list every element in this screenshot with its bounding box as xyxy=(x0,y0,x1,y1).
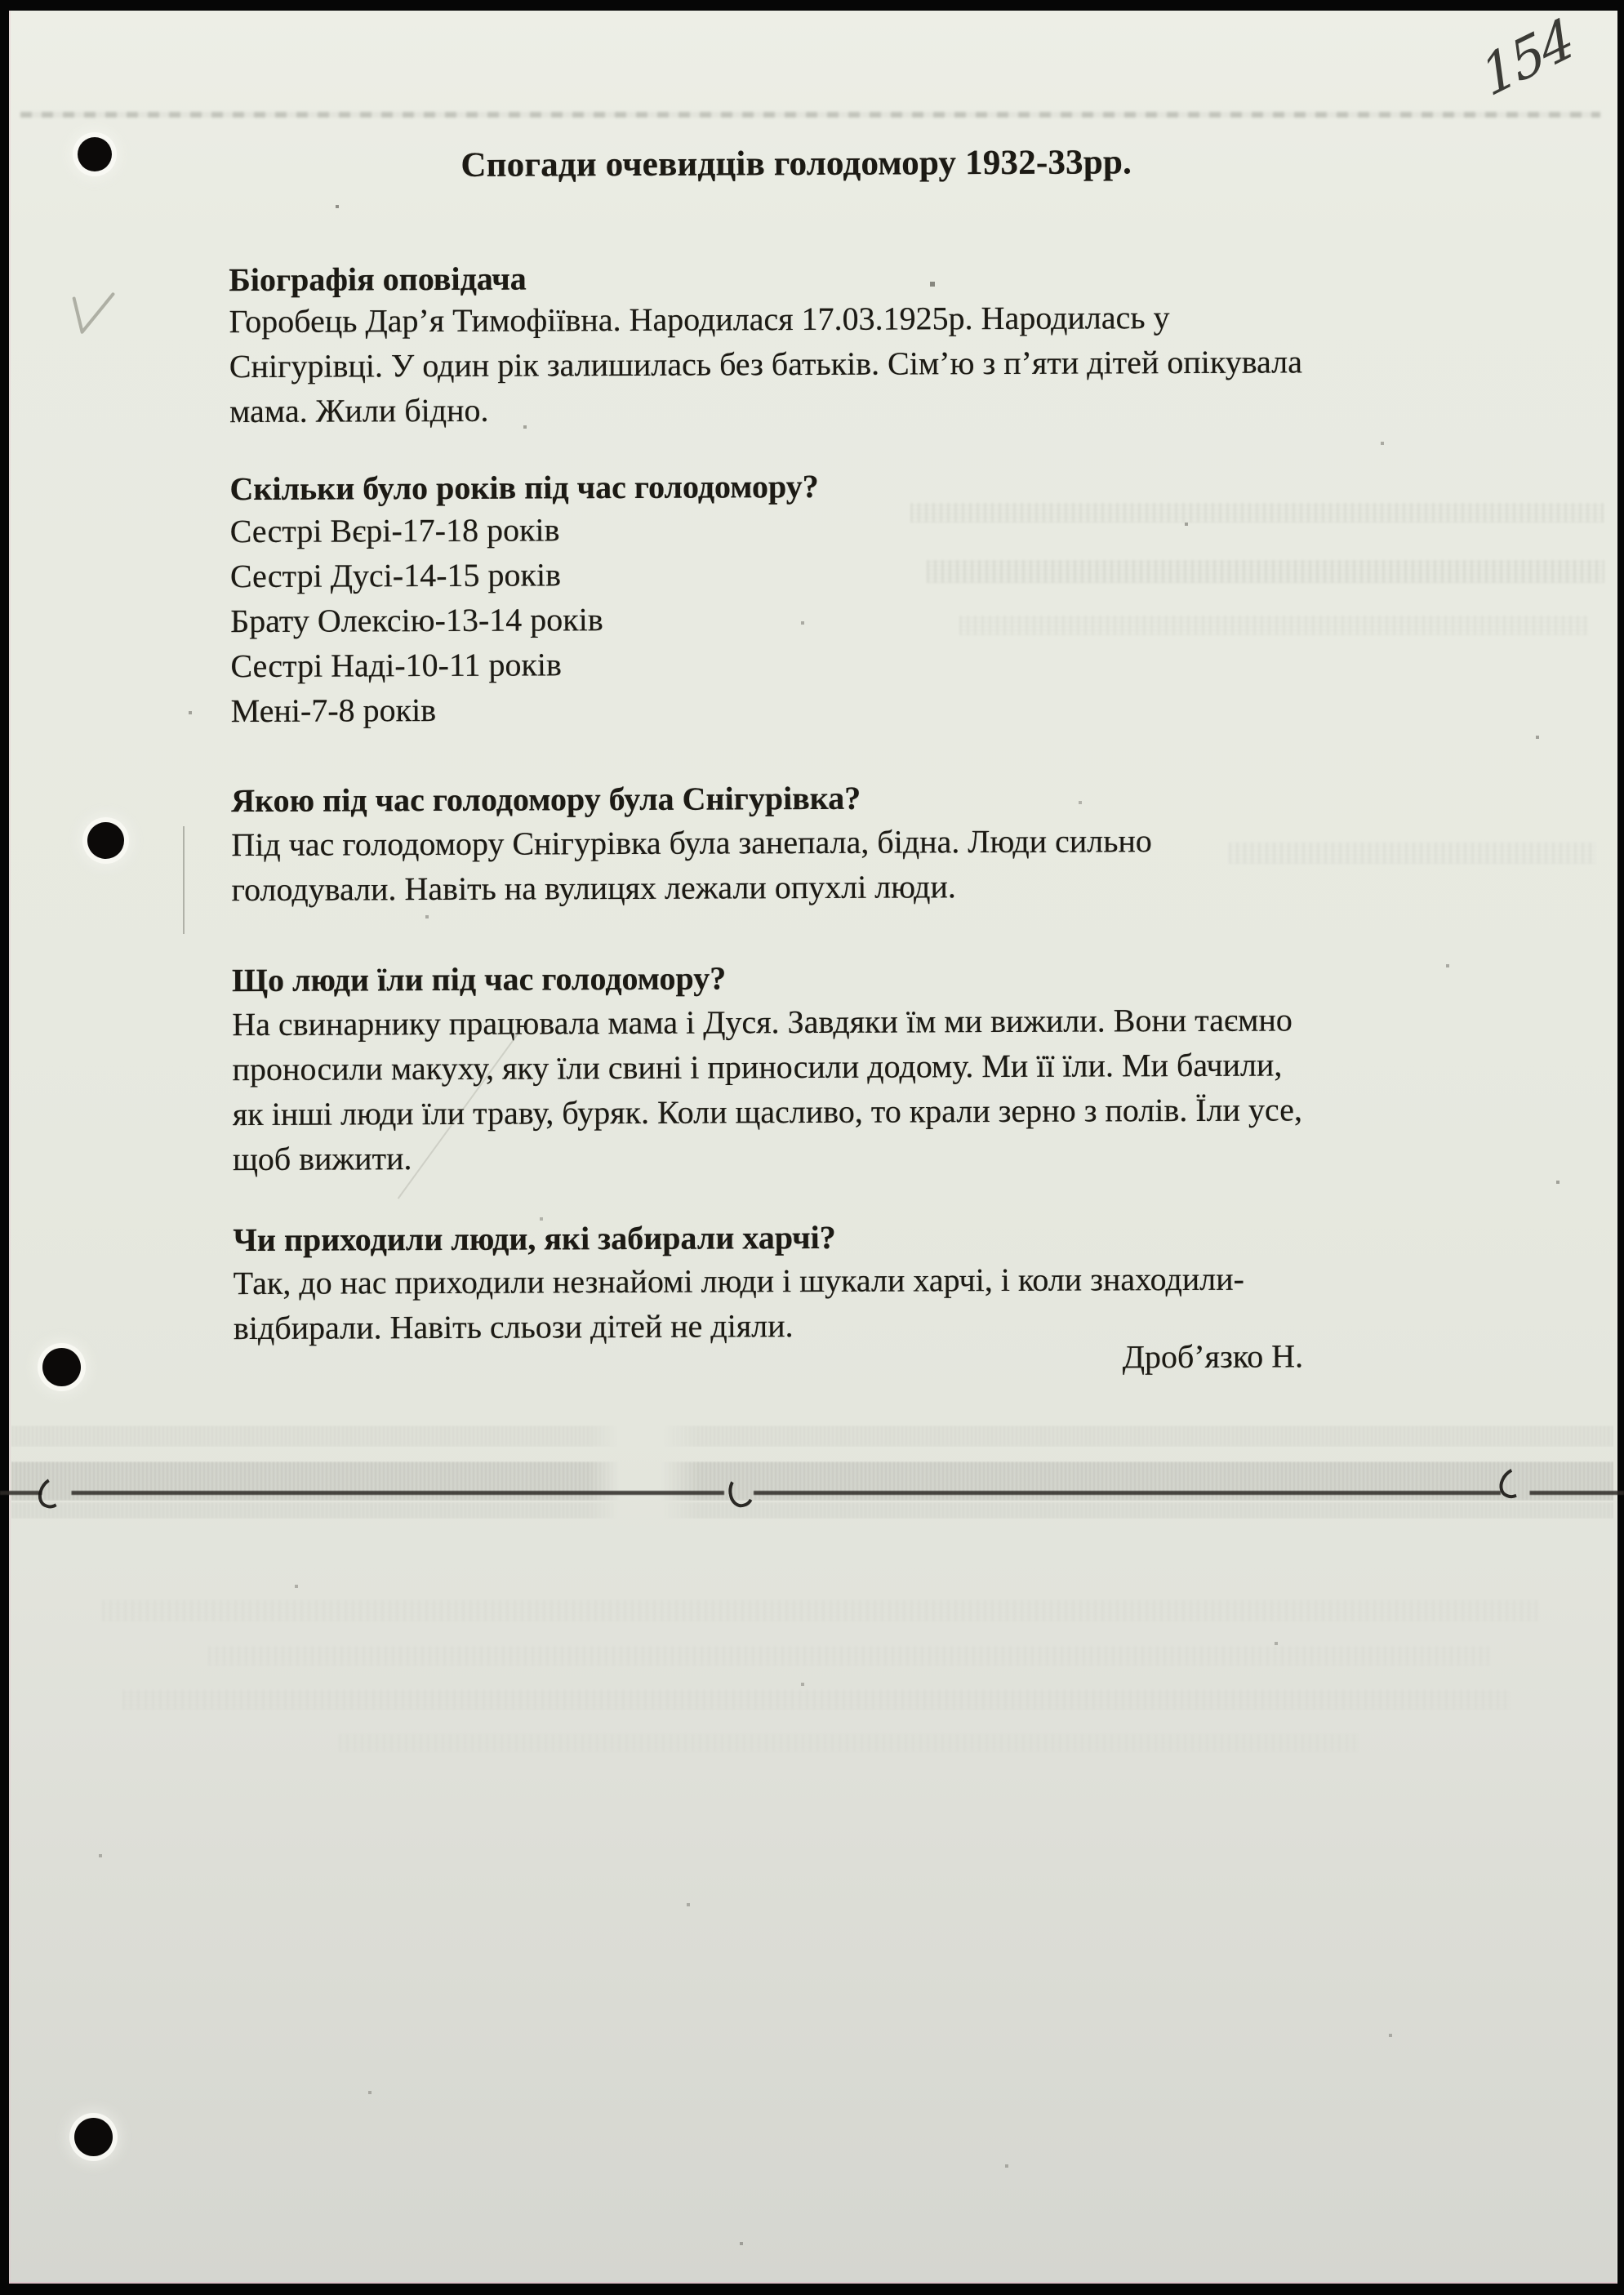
section-body-food: На свинарнику працювала мама і Дуся. Завдяки їм ми вижили. Вони таємно проносили макуху, яку їли свині і приносили додому. Ми її їли. Ми бачили, як інші люди їли траву, буряк. Коли щасливо, то крали зерно з полів. Їли усе, щоб вижити. xyxy=(232,1001,1303,1178)
section-body-ages: Сестрі Вєрі-17-18 років Сестрі Дусі-14-15 років Брату Олексію-13-14 років Сестрі Наді-10-11 років Мені-7-8 років xyxy=(229,511,603,730)
section-body-confiscation: Так, до нас приходили незнайомі люди і шукали харчі, і коли знаходили- відбирали. Навіть сльози дітей не діяли. xyxy=(233,1260,1244,1347)
section-heading-town: Якою під час голодомору була Снігурівка? xyxy=(231,779,861,820)
checkmark-icon xyxy=(67,288,116,345)
handwritten-page-number: 154 xyxy=(1474,7,1580,109)
section-body-biography: Горобець Дар’я Тимофіївна. Народилася 17.03.1925р. Народилась у Снігурівці. У один рік залишилась без батьків. Сім’ю з п’яти дітей опікувала мама. Жили бідно. xyxy=(229,299,1302,430)
author-signature: Дроб’язко Н. xyxy=(1122,1337,1304,1376)
paper-specks xyxy=(0,0,2,2)
section-heading-confiscation: Чи приходили люди, які забирали харчі? xyxy=(233,1218,836,1259)
section-heading-biography: Біографія оповідача xyxy=(229,260,527,299)
section-heading-ages: Скільки було років під час голодомору? xyxy=(229,467,819,508)
section-body-town: Під час голодомору Снігурівка була занепала, бідна. Люди сильно голодували. Навіть на вулицях лежали опухлі люди. xyxy=(231,822,1152,909)
section-heading-food: Що люди їли під час голодомору? xyxy=(232,959,727,999)
page-title: Спогади очевидців голодомору 1932-33рр. xyxy=(461,143,1132,185)
